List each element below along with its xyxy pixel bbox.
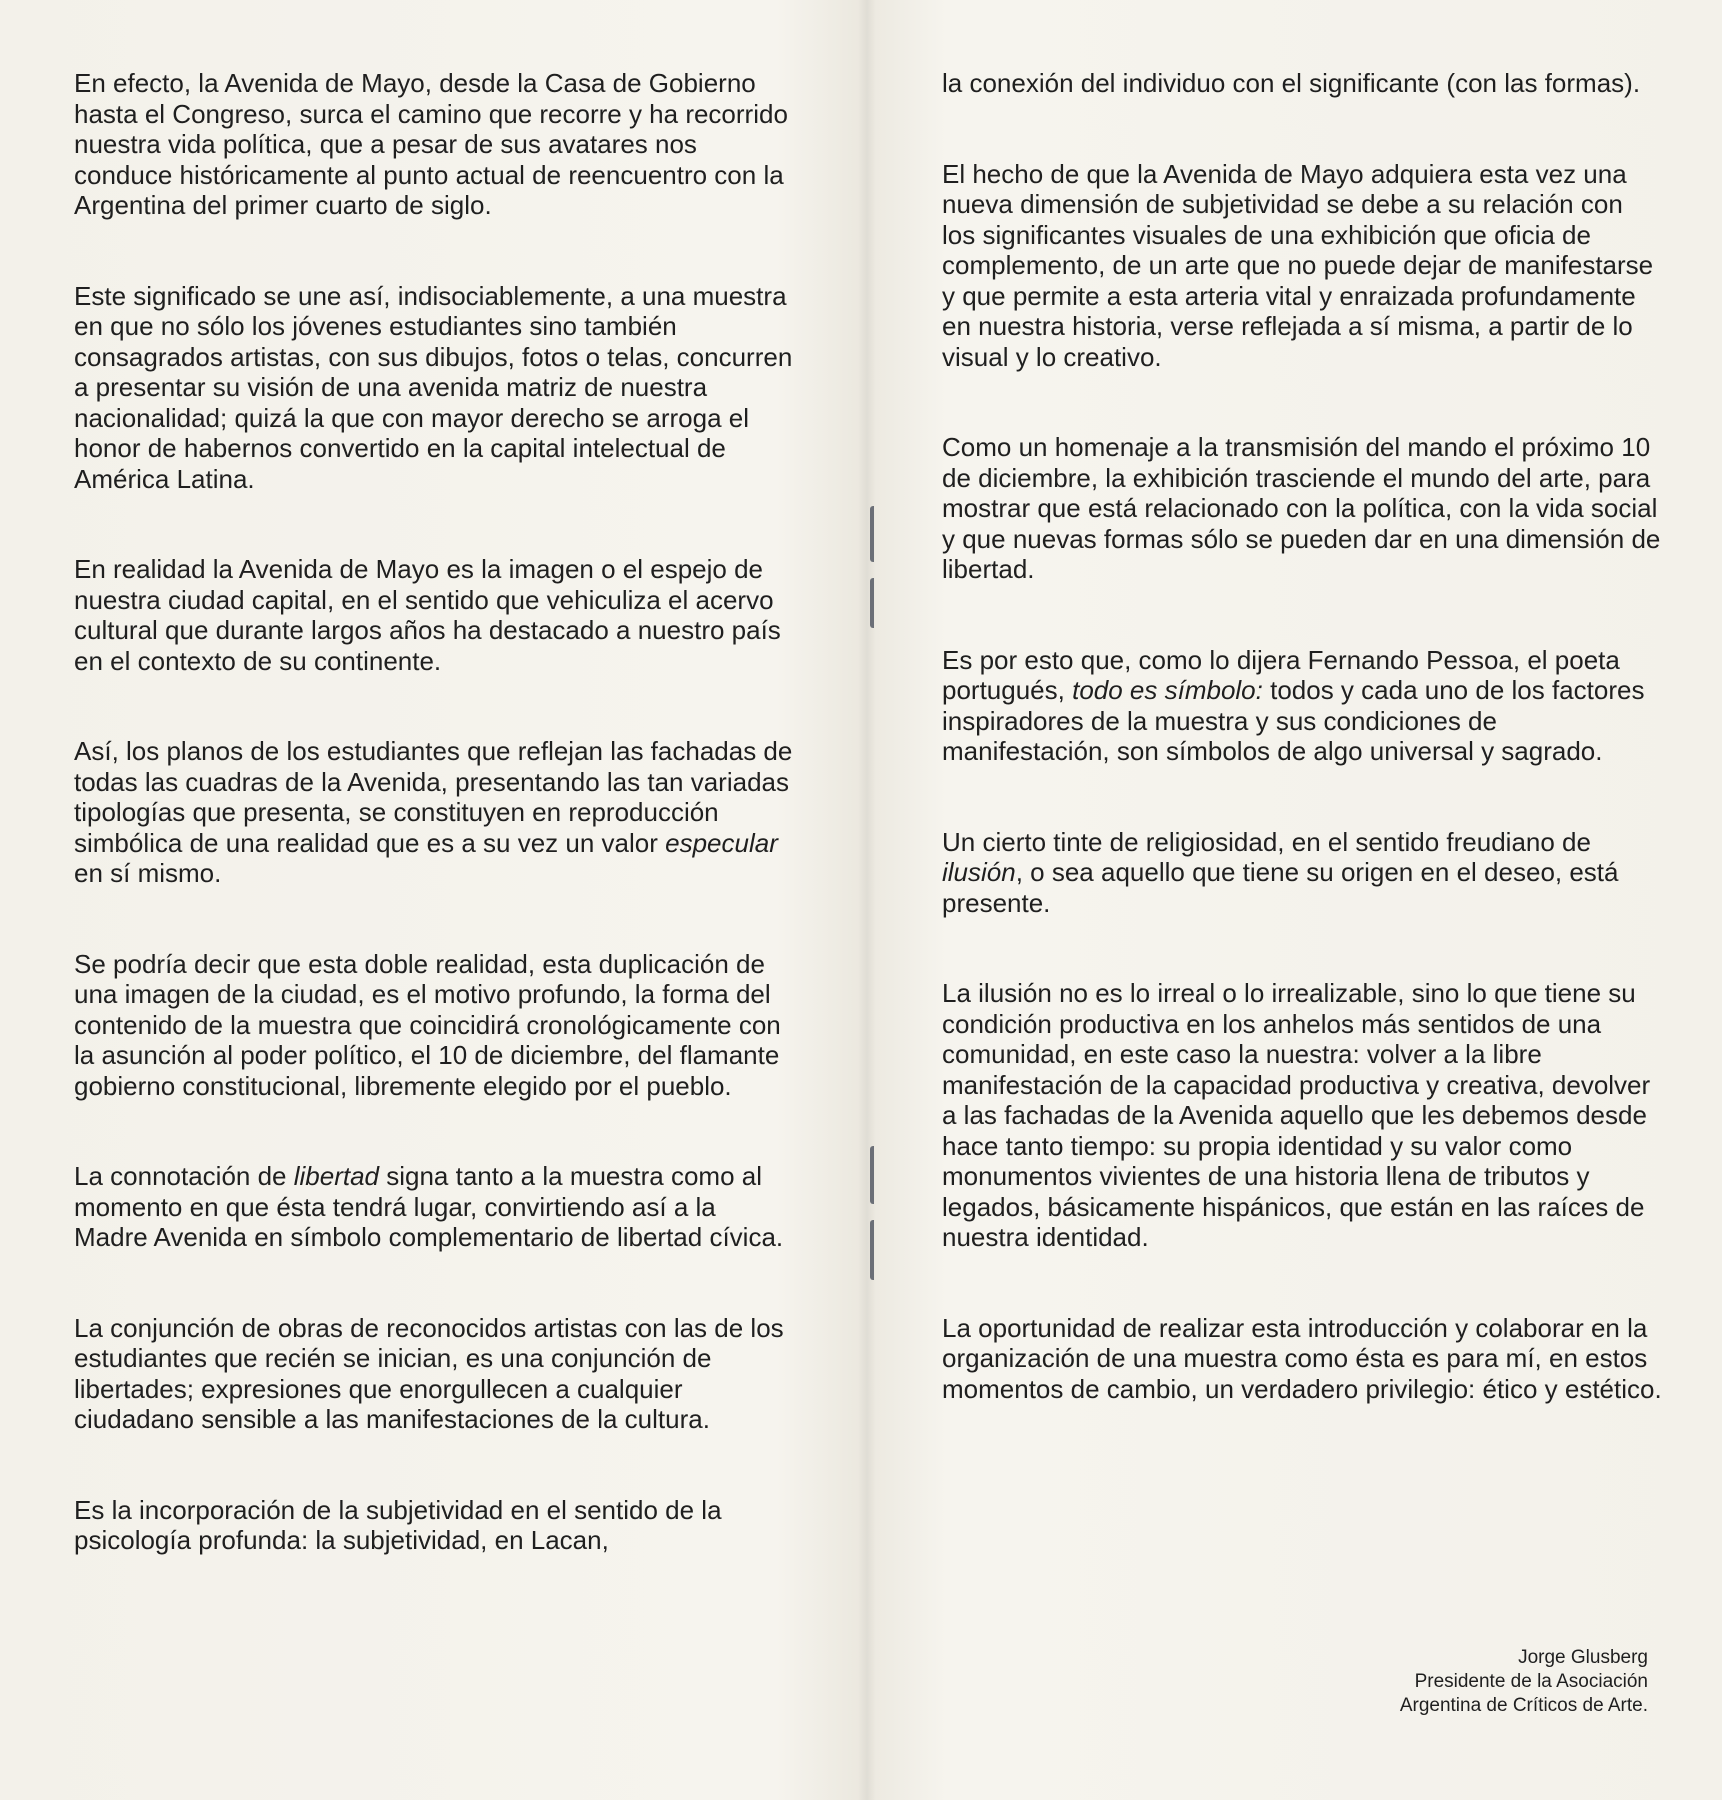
paragraph-conjuncion: La conjunción de obras de reconocidos artistas con las de los estudiantes que recién se inician, es una conjunción de libertades; expresiones que enorgullecen a cualquier ciudadano sensible a las manifestaciones de la cultura. [74,1312,784,1434]
paragraph-homenaje: Como un homenaje a la transmisión del mando el próximo 10 de diciembre, la exhibición trasciende el mundo del arte, para mostrar que está relacionado con la política, con la vida social y que nuevas formas sólo se pueden dar en una dimensión de libertad. [942,432,1661,584]
right-page-column [942,68,1662,1464]
staple-bottom-lower [870,1220,882,1280]
text-run: , o sea aquello que tiene su origen en el deseo, está presente. [942,857,1619,918]
text-run: Un cierto tinte de religiosidad, en el sentido freudiano de [942,826,1591,857]
text-run: en sí mismo. [74,858,222,888]
paragraph-planos-estudiantes [74,736,794,889]
paragraph-pessoa [942,645,1662,767]
paragraph-conexion: la conexión del individuo con el significante (con las formas). [942,68,1641,98]
paragraph-oportunidad: La oportunidad de realizar esta introducción y colaborar en la organización de una muestra como ésta es para mí, en estos momentos de cambio, un verdadero privilegio: ético y estético. [942,1312,1662,1404]
paragraph-nueva-dimension: El hecho de que la Avenida de Mayo adquiera esta vez una nueva dimensión de subjetividad se debe a su relación con los significantes visuales de una exhibición que oficia de complemento, de un arte que no puede dejar de manifestarse y que permite a esta arteria vital y enraizada profundamente en nuestra historia, verse reflejada a sí misma, a partir de lo visual y lo creativo. [942,158,1654,372]
paragraph-avenida-camino: En efecto, la Avenida de Mayo, desde la Casa de Gobierno hasta el Congreso, surca el camino que recorre y ha recorrido nuestra vida política, que a pesar de sus avatares nos conduce históricamente al punto actual de reencuentro con la Argentina del primer cuarto de siglo. [74,68,788,220]
text-run: signa tanto a la muestra como al momento en que ésta tendrá lugar, convirtiendo así a la Madre Avenida en símbolo complementario de libertad cívica. [74,1161,784,1252]
paragraph-libertad [74,1161,794,1253]
italic-ilusion: ilusión [942,857,1016,887]
center-fold [858,0,876,1800]
signature-title-line2: Argentina de Críticos de Arte. [1399,1695,1648,1716]
paragraph-doble-realidad: Se podría decir que esta doble realidad, esta duplicación de una imagen de la ciudad, es el motivo profundo, la forma del contenido de la muestra que coincidirá cronológicamente con la asunción al poder político, el 10 de diciembre, del flamante gobierno constitucional, libremente elegido por el pueblo. [74,948,781,1101]
staple-top-upper [870,506,882,562]
staple-bottom-upper [870,1146,882,1204]
italic-todo-es-simbolo: todo es símbolo: [1072,675,1263,705]
signature-title-line1: Presidente de la Asociación [1414,1671,1648,1692]
paragraph-imagen-espejo: En realidad la Avenida de Mayo es la imagen o el espejo de nuestra ciudad capital, en el sentido que vehiculiza el acervo cultural que durante largos años ha destacado a nuestro país en el contexto de su continente. [74,554,781,676]
staple-top-lower [870,578,882,628]
text-run: todos y cada uno de los factores inspiradores de la muestra y sus condiciones de manifestación, son símbolos de algo universal y sagrado. [942,675,1645,766]
italic-libertad: libertad [293,1161,380,1191]
left-page-column [74,68,794,1616]
signature-block [1400,1646,1648,1718]
paragraph-subjetividad: Es la incorporación de la subjetividad en el sentido de la psicología profunda: la subjetividad, en Lacan, [74,1494,722,1555]
text-run: Así, los planos de los estudiantes que reflejan las fachadas de todas las cuadras de la Avenida, presentando las tan variadas tipologías que presenta, se constituyen en reproducción simbólica de una realidad que es a su vez un valor [74,736,793,858]
paragraph-significado: Este significado se une así, indisociablemente, a una muestra en que no sólo los jóvenes estudiantes sino también consagrados artistas, con sus dibujos, fotos o telas, concurren a presentar su visión de una avenida matriz de nuestra nacionalidad; quizá la que con mayor derecho se arroga el honor de habernos convertido en la capital intelectual de América Latina. [74,280,793,494]
paragraph-ilusion: La ilusión no es lo irreal o lo irrealizable, sino lo que tiene su condición productiva en los anhelos más sentidos de una comunidad, en este caso la nuestra: volver a la libre manifestación de la capacidad productiva y creativa, devolver a las fachadas de la Avenida aquello que les debemos desde hace tanto tiempo: su propia identidad y su valor como monumentos vivientes de una historia llena de tributos y legados, básicamente hispánicos, que están en las raíces de nuestra identidad. [942,978,1651,1252]
text-run: La connotación de [74,1161,294,1191]
paragraph-religiosidad [942,827,1662,919]
italic-especular: especular [665,827,778,858]
text-run: Es por esto que, como lo dijera Fernando Pessoa, el poeta portugués, [942,644,1620,705]
signature-name: Jorge Glusberg [1518,1647,1648,1668]
